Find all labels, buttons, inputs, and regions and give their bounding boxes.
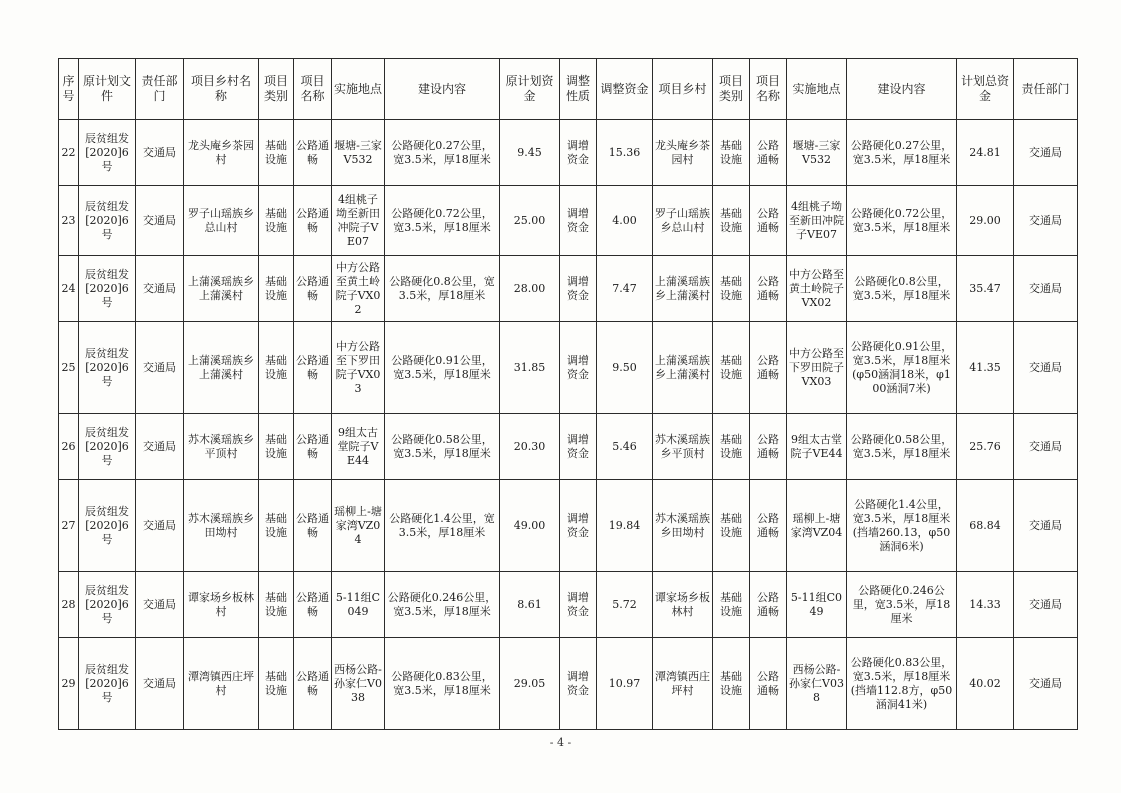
row-number-cell: 23 [59,186,79,256]
total-fund-cell: 14.33 [957,572,1014,638]
header-cell: 责任部门 [136,59,184,120]
header-cell: 项目类别 [259,59,294,120]
location-cell: 瑶柳上-塘家湾VZ04 [332,480,385,572]
project-category-cell: 基础设施 [259,414,294,480]
adjust-type-cell: 调增资金 [560,120,597,186]
new-project-name-cell: 公路通畅 [750,572,787,638]
new-responsible-dept-cell: 交通局 [1014,414,1078,480]
new-project-name-cell: 公路通畅 [750,120,787,186]
original-fund-cell: 20.30 [500,414,560,480]
adjust-fund-cell: 7.47 [597,256,653,322]
plan-file-cell: 辰贫组发[2020]6号 [79,256,136,322]
plan-file-cell: 辰贫组发[2020]6号 [79,186,136,256]
table-row [59,638,1078,730]
project-name-cell: 公路通畅 [294,186,332,256]
new-location-cell: 堰塘-三家V532 [787,120,847,186]
adjust-fund-cell: 5.46 [597,414,653,480]
total-fund-cell: 41.35 [957,322,1014,414]
row-number-cell: 27 [59,480,79,572]
new-responsible-dept-cell: 交通局 [1014,120,1078,186]
new-project-village-cell: 潭湾镇西庄坪村 [653,638,713,730]
header-cell: 实施地点 [787,59,847,120]
row-number-cell: 24 [59,256,79,322]
new-project-name-cell: 公路通畅 [750,186,787,256]
header-cell: 调整性质 [560,59,597,120]
construction-content-cell: 公路硬化0.8公里，宽3.5米，厚18厘米 [385,256,500,322]
new-location-cell: 5-11组C049 [787,572,847,638]
new-responsible-dept-cell: 交通局 [1014,480,1078,572]
adjust-fund-cell: 4.00 [597,186,653,256]
new-project-category-cell: 基础设施 [713,572,750,638]
header-row [59,59,1078,120]
construction-content-cell: 公路硬化0.72公里，宽3.5米，厚18厘米 [385,186,500,256]
new-project-name-cell: 公路通畅 [750,480,787,572]
location-cell: 中方公路至黄土岭院子VX02 [332,256,385,322]
adjust-fund-cell: 15.36 [597,120,653,186]
location-cell: 西杨公路-孙家仁V038 [332,638,385,730]
header-cell: 原计划文件 [79,59,136,120]
project-village-cell: 苏木溪瑶族乡平顶村 [184,414,259,480]
new-project-category-cell: 基础设施 [713,322,750,414]
row-number-cell: 25 [59,322,79,414]
header-cell: 计划总资金 [957,59,1014,120]
new-project-category-cell: 基础设施 [713,638,750,730]
total-fund-cell: 29.00 [957,186,1014,256]
responsible-dept-cell: 交通局 [136,638,184,730]
adjust-type-cell: 调增资金 [560,322,597,414]
new-location-cell: 中方公路至下罗田院子VX03 [787,322,847,414]
total-fund-cell: 68.84 [957,480,1014,572]
location-cell: 中方公路至下罗田院子VX03 [332,322,385,414]
plan-file-cell: 辰贫组发[2020]6号 [79,638,136,730]
new-responsible-dept-cell: 交通局 [1014,322,1078,414]
project-village-cell: 上蒲溪瑶族乡上蒲溪村 [184,322,259,414]
table-row [59,120,1078,186]
header-cell: 项目名称 [294,59,332,120]
project-village-cell: 上蒲溪瑶族乡上蒲溪村 [184,256,259,322]
project-name-cell: 公路通畅 [294,256,332,322]
header-cell: 责任部门 [1014,59,1078,120]
row-number-cell: 22 [59,120,79,186]
header-cell: 项目乡村名称 [184,59,259,120]
table-row [59,256,1078,322]
adjust-type-cell: 调增资金 [560,414,597,480]
new-project-name-cell: 公路通畅 [750,638,787,730]
table-row [59,572,1078,638]
plan-file-cell: 辰贫组发[2020]6号 [79,572,136,638]
new-project-village-cell: 谭家场乡板林村 [653,572,713,638]
new-project-village-cell: 苏木溪瑶族乡田坳村 [653,480,713,572]
construction-content-cell: 公路硬化0.83公里，宽3.5米，厚18厘米 [385,638,500,730]
project-name-cell: 公路通畅 [294,638,332,730]
location-cell: 4组桃子坳至新田冲院子VE07 [332,186,385,256]
new-construction-content-cell: 公路硬化0.8公里，宽3.5米，厚18厘米 [847,256,957,322]
new-project-village-cell: 龙头庵乡茶园村 [653,120,713,186]
total-fund-cell: 35.47 [957,256,1014,322]
header-cell: 项目类别 [713,59,750,120]
construction-content-cell: 公路硬化1.4公里，宽3.5米，厚18厘米 [385,480,500,572]
adjust-type-cell: 调增资金 [560,186,597,256]
project-village-cell: 龙头庵乡茶园村 [184,120,259,186]
new-project-category-cell: 基础设施 [713,414,750,480]
header-cell: 建设内容 [385,59,500,120]
original-fund-cell: 29.05 [500,638,560,730]
header-cell: 建设内容 [847,59,957,120]
project-village-cell: 苏木溪瑶族乡田坳村 [184,480,259,572]
project-village-cell: 罗子山瑶族乡总山村 [184,186,259,256]
table-row [59,480,1078,572]
plan-file-cell: 辰贫组发[2020]6号 [79,480,136,572]
new-responsible-dept-cell: 交通局 [1014,638,1078,730]
new-location-cell: 中方公路至黄土岭院子VX02 [787,256,847,322]
project-category-cell: 基础设施 [259,322,294,414]
project-village-cell: 谭家场乡板林村 [184,572,259,638]
new-project-name-cell: 公路通畅 [750,414,787,480]
plan-file-cell: 辰贫组发[2020]6号 [79,120,136,186]
project-name-cell: 公路通畅 [294,414,332,480]
project-category-cell: 基础设施 [259,480,294,572]
adjust-fund-cell: 10.97 [597,638,653,730]
location-cell: 堰塘-三家V532 [332,120,385,186]
new-construction-content-cell: 公路硬化0.72公里，宽3.5米，厚18厘米 [847,186,957,256]
total-fund-cell: 25.76 [957,414,1014,480]
adjust-type-cell: 调增资金 [560,480,597,572]
project-name-cell: 公路通畅 [294,120,332,186]
new-project-name-cell: 公路通畅 [750,322,787,414]
new-construction-content-cell: 公路硬化0.83公里，宽3.5米，厚18厘米(挡墙112.8方，φ50涵洞41米) [847,638,957,730]
responsible-dept-cell: 交通局 [136,322,184,414]
adjustment-table [58,58,1078,730]
project-name-cell: 公路通畅 [294,480,332,572]
new-project-village-cell: 上蒲溪瑶族乡上蒲溪村 [653,256,713,322]
responsible-dept-cell: 交通局 [136,480,184,572]
original-fund-cell: 25.00 [500,186,560,256]
new-project-category-cell: 基础设施 [713,120,750,186]
new-construction-content-cell: 公路硬化0.58公里，宽3.5米，厚18厘米 [847,414,957,480]
location-cell: 9组太古堂院子VE44 [332,414,385,480]
new-project-category-cell: 基础设施 [713,256,750,322]
responsible-dept-cell: 交通局 [136,256,184,322]
new-project-village-cell: 罗子山瑶族乡总山村 [653,186,713,256]
project-name-cell: 公路通畅 [294,322,332,414]
project-category-cell: 基础设施 [259,256,294,322]
responsible-dept-cell: 交通局 [136,120,184,186]
new-construction-content-cell: 公路硬化1.4公里，宽3.5米，厚18厘米(挡墙260.13，φ50涵洞6米) [847,480,957,572]
new-location-cell: 9组太古堂院子VE44 [787,414,847,480]
plan-file-cell: 辰贫组发[2020]6号 [79,322,136,414]
header-cell: 实施地点 [332,59,385,120]
project-category-cell: 基础设施 [259,572,294,638]
table-row [59,186,1078,256]
original-fund-cell: 31.85 [500,322,560,414]
original-fund-cell: 9.45 [500,120,560,186]
header-cell: 项目乡村 [653,59,713,120]
construction-content-cell: 公路硬化0.27公里，宽3.5米，厚18厘米 [385,120,500,186]
row-number-cell: 29 [59,638,79,730]
new-responsible-dept-cell: 交通局 [1014,186,1078,256]
adjust-fund-cell: 5.72 [597,572,653,638]
plan-file-cell: 辰贫组发[2020]6号 [79,414,136,480]
adjust-type-cell: 调增资金 [560,572,597,638]
project-category-cell: 基础设施 [259,120,294,186]
original-fund-cell: 28.00 [500,256,560,322]
responsible-dept-cell: 交通局 [136,414,184,480]
new-project-village-cell: 上蒲溪瑶族乡上蒲溪村 [653,322,713,414]
new-project-category-cell: 基础设施 [713,480,750,572]
row-number-cell: 26 [59,414,79,480]
adjust-type-cell: 调增资金 [560,256,597,322]
original-fund-cell: 49.00 [500,480,560,572]
construction-content-cell: 公路硬化0.246公里，宽3.5米，厚18厘米 [385,572,500,638]
new-project-village-cell: 苏木溪瑶族乡平顶村 [653,414,713,480]
new-location-cell: 西杨公路-孙家仁V038 [787,638,847,730]
header-cell: 调整资金 [597,59,653,120]
construction-content-cell: 公路硬化0.58公里，宽3.5米，厚18厘米 [385,414,500,480]
new-construction-content-cell: 公路硬化0.27公里，宽3.5米，厚18厘米 [847,120,957,186]
new-location-cell: 瑶柳上-塘家湾VZ04 [787,480,847,572]
original-fund-cell: 8.61 [500,572,560,638]
new-location-cell: 4组桃子坳至新田冲院子VE07 [787,186,847,256]
row-number-cell: 28 [59,572,79,638]
adjust-type-cell: 调增资金 [560,638,597,730]
adjust-fund-cell: 9.50 [597,322,653,414]
adjust-fund-cell: 19.84 [597,480,653,572]
table-body [59,120,1078,730]
header-cell: 项目名称 [750,59,787,120]
responsible-dept-cell: 交通局 [136,186,184,256]
construction-content-cell: 公路硬化0.91公里，宽3.5米，厚18厘米 [385,322,500,414]
new-responsible-dept-cell: 交通局 [1014,572,1078,638]
table-row [59,322,1078,414]
new-project-category-cell: 基础设施 [713,186,750,256]
project-name-cell: 公路通畅 [294,572,332,638]
table-row [59,414,1078,480]
header-cell: 序号 [59,59,79,120]
new-construction-content-cell: 公路硬化0.91公里，宽3.5米，厚18厘米(φ50涵洞18米，φ100涵洞7米) [847,322,957,414]
new-responsible-dept-cell: 交通局 [1014,256,1078,322]
location-cell: 5-11组C049 [332,572,385,638]
total-fund-cell: 40.02 [957,638,1014,730]
new-construction-content-cell: 公路硬化0.246公里，宽3.5米，厚18厘米 [847,572,957,638]
page-number: - 4 - [549,736,572,749]
total-fund-cell: 24.81 [957,120,1014,186]
responsible-dept-cell: 交通局 [136,572,184,638]
project-village-cell: 潭湾镇西庄坪村 [184,638,259,730]
new-project-name-cell: 公路通畅 [750,256,787,322]
project-category-cell: 基础设施 [259,186,294,256]
project-category-cell: 基础设施 [259,638,294,730]
header-cell: 原计划资金 [500,59,560,120]
